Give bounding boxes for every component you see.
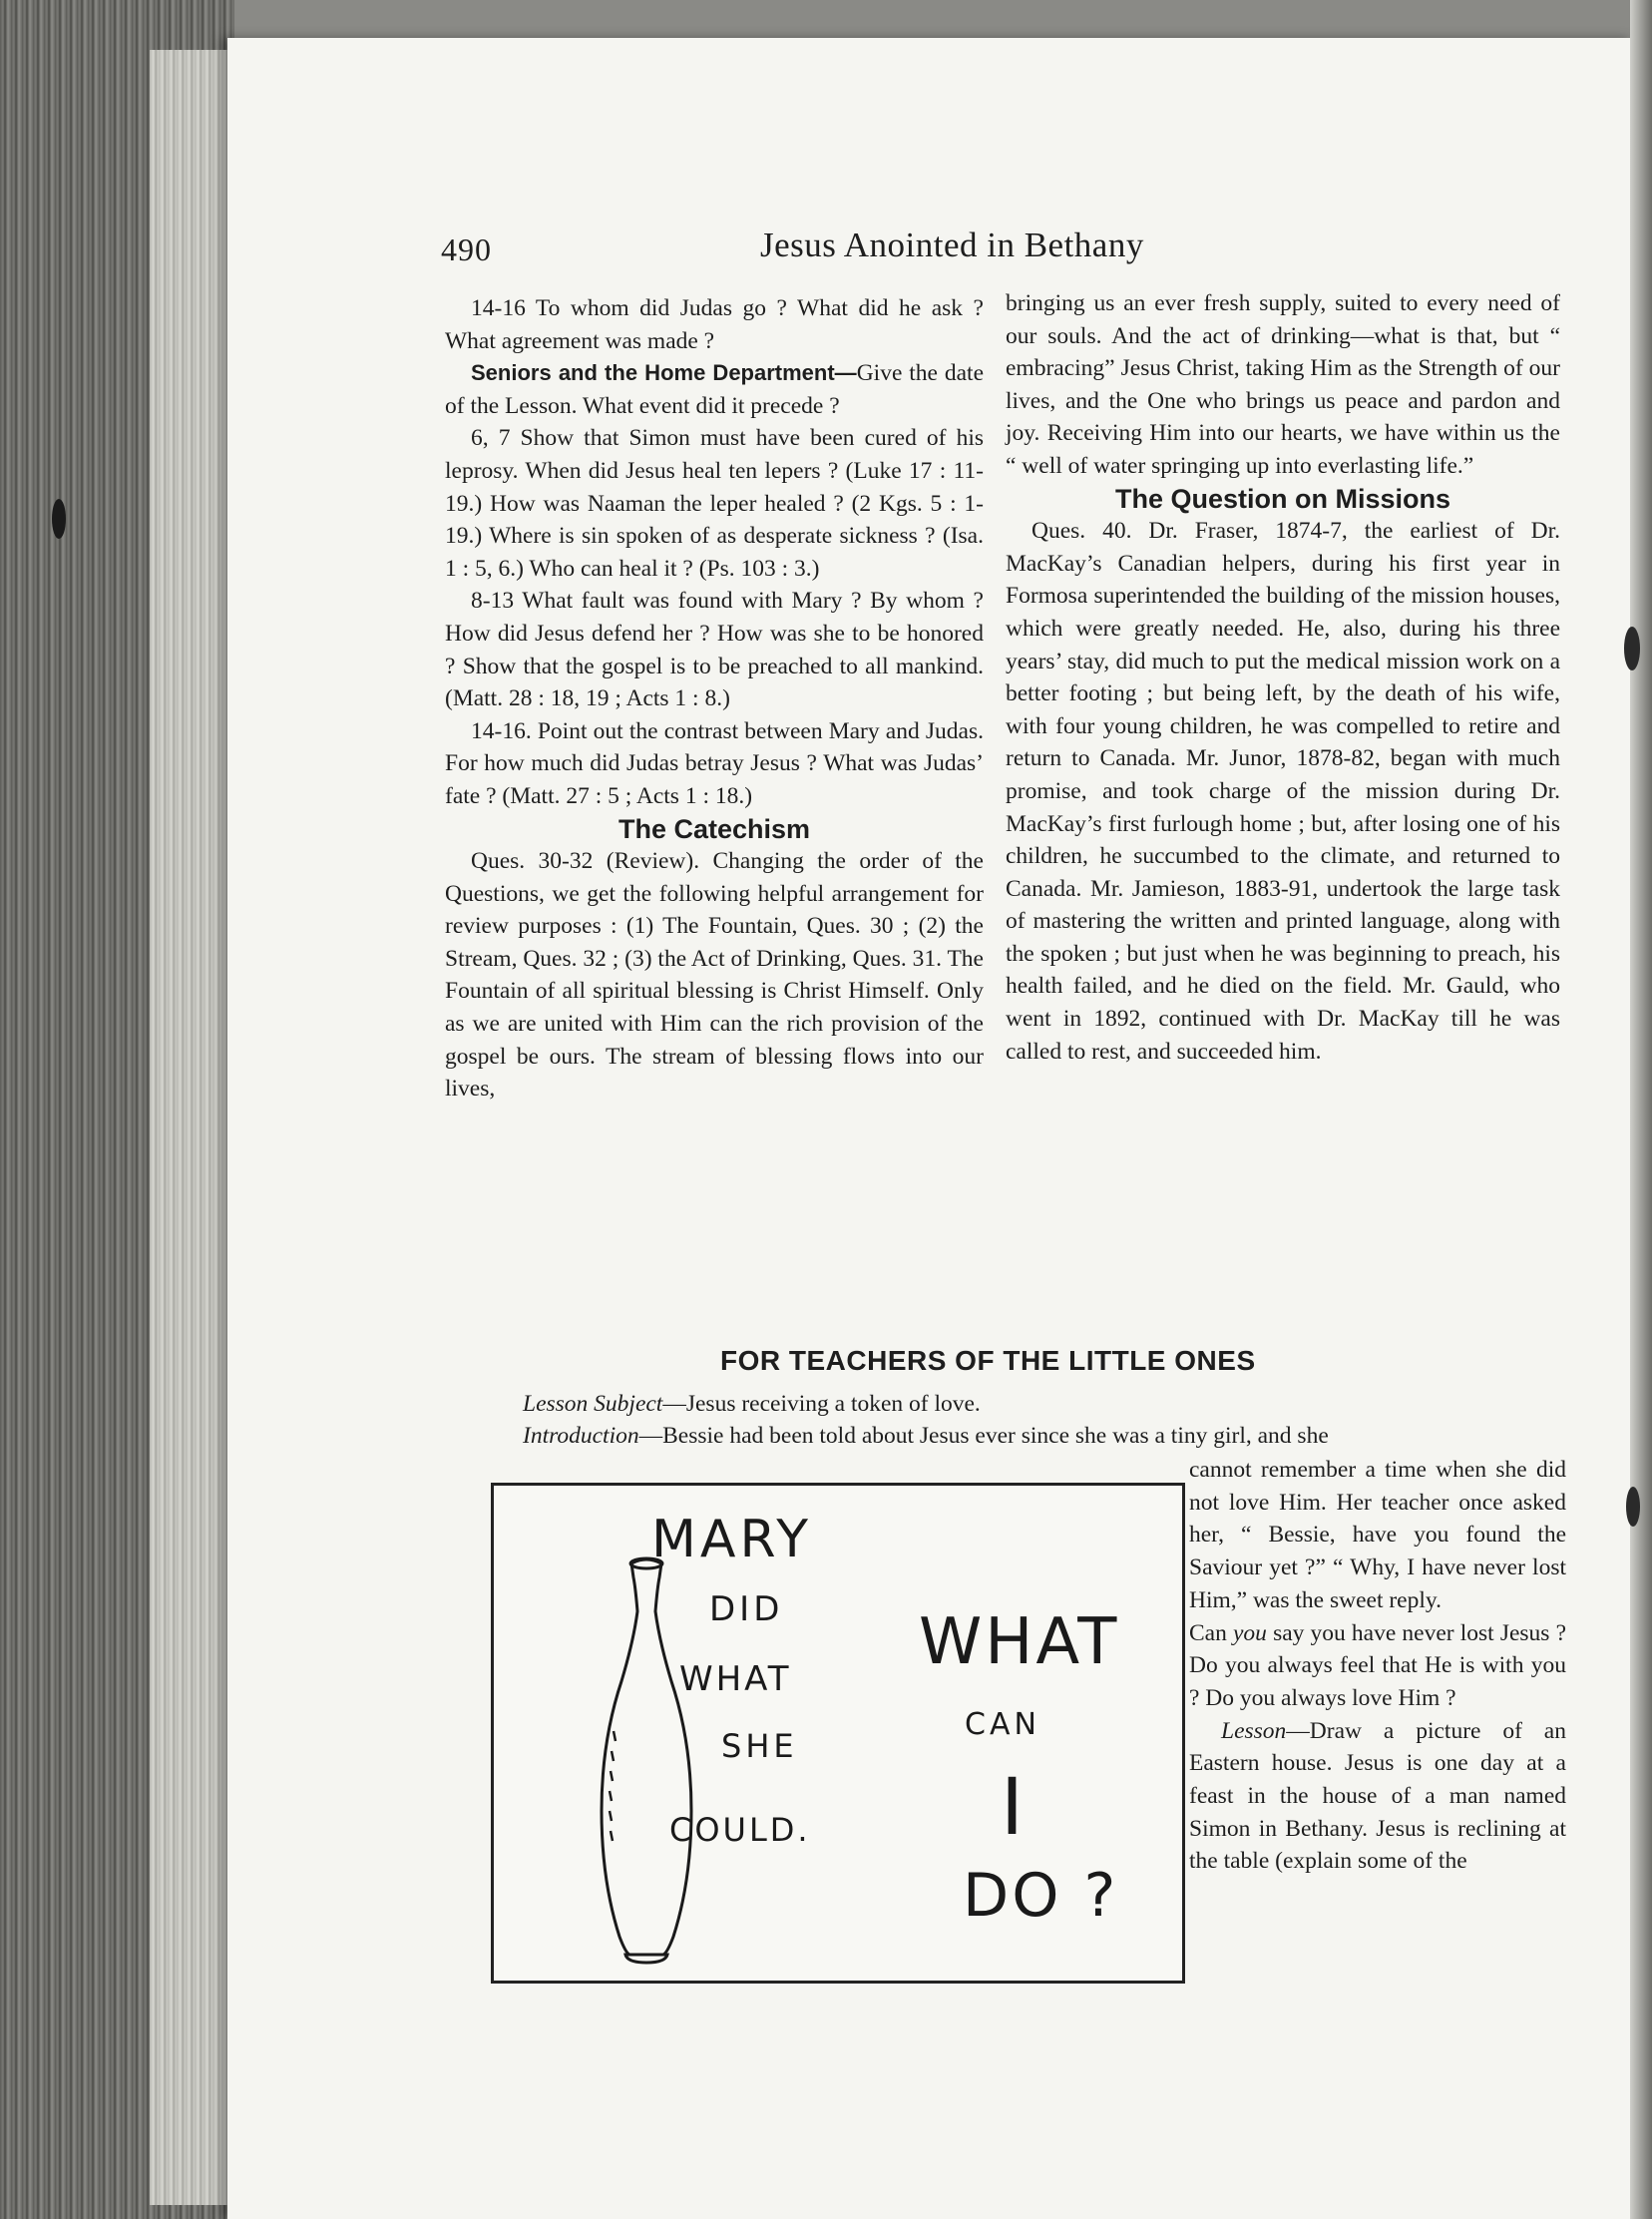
little-ones-heading: FOR TEACHERS OF THE LITTLE ONES <box>720 1345 1256 1376</box>
seniors-paragraph <box>445 357 984 422</box>
lesson-paragraph <box>1189 1715 1566 1879</box>
page-number: 490 <box>441 231 492 267</box>
questions-14-16-seniors: 14-16. Point out the contrast between Mary and Judas. For how much did Judas betray Jesus ? What was Judas’ fate ? (Matt. 27 : 5 ; Acts 1 : 18.) <box>445 717 984 809</box>
lesson-label: Lesson <box>1221 1717 1287 1744</box>
binding-hole-bottom <box>1626 1487 1640 1527</box>
margin-ink-spot <box>52 499 66 539</box>
lesson-subject-label: Lesson Subject <box>523 1391 663 1417</box>
missions-text: Ques. 40. Dr. Fraser, 1874-7, the earliest of Dr. MacKay’s Canadian helpers, during his first year in Formosa superintended the building of the mission houses, which were greatly needed. He, also, during his three years’ stay, did much to put the medical mission work on a better footing ; but being left, by the death of his wife, with four young children, he was compelled to retire and return to Canada. Mr. Junor, 1878-82, began with much promise, and took charge of the mission during Dr. MacKay’s first furlough home ; but, after losing one of his children, he succumbed to the climate, and returned to Canada. Mr. Jamieson, 1883-91, undertook the large task of mastering the written and printed language, along with the spoken ; but just when he was beginning to preach, his health failed, and he died on the field. Mr. Gauld, who went in 1892, continued with Dr. MacKay till he was called to rest, and succeeded him. <box>1006 518 1560 1065</box>
what-big-word: WHAT <box>919 1605 1120 1679</box>
page-stack <box>150 50 234 2205</box>
seniors-lead: Seniors and the Home Department— <box>471 360 857 386</box>
lesson-subject-line <box>523 1391 981 1418</box>
bessie-paragraph: cannot remember a time when she did not love Him. Her teacher once asked her, “ Bessie, have you found the Saviour yet ?” “ Why, I have never lost Him,” was the sweet reply. <box>1189 1457 1566 1613</box>
catechism-heading: The Catechism <box>618 813 811 844</box>
can-word-illustration: CAN <box>965 1707 1040 1742</box>
could-word: COULD. <box>669 1811 811 1849</box>
can-you-rest: say you have never lost Jesus ? Do you always feel that He is with you ? Do you always love Him ? <box>1189 1619 1567 1711</box>
blackboard-illustration <box>491 1483 1185 1984</box>
alabaster-vase-icon <box>588 1552 705 1971</box>
catechism-text: Ques. 30-32 (Review). Changing the order of the Questions, we get the following helpful arrangement for review purposes : (1) The Fountain, Ques. 30 ; (2) the Stream, Ques. 32 ; (3) the Act of Drinking, Ques. 31. The Fountain of all spiritual blessing is Christ Himself. Only as we are united with Him can the rich provision of the gospel be ours. The stream of blessing flows into our lives, <box>445 848 984 1103</box>
can-word: Can <box>1189 1619 1233 1646</box>
did-word: DID <box>709 1589 784 1629</box>
right-column <box>1006 287 1560 1068</box>
page-gutter-shadow <box>1630 0 1652 2219</box>
what-small-word: WHAT <box>679 1659 792 1699</box>
little-ones-narrow-column <box>1189 1454 1566 1878</box>
do-word: DO ? <box>963 1861 1119 1931</box>
lesson-subject-text: —Jesus receiving a token of love. <box>662 1391 981 1417</box>
introduction-line <box>523 1423 1329 1450</box>
introduction-label: Introduction <box>523 1423 639 1449</box>
can-you-paragraph <box>1189 1617 1566 1715</box>
left-column <box>445 292 984 1106</box>
i-word: I <box>1001 1763 1025 1853</box>
missions-heading: The Question on Missions <box>1114 483 1451 514</box>
catechism-continuation: bringing us an ever fresh supply, suited to every need of our souls. And the act of drinking—what is that, but “ embracing” Jesus Christ, taking Him as the Strength of our lives, and the One who brings us peace and pardon and joy. Receiving Him into our hearts, we have within us the “ well of water springing up into everlasting life.” <box>1006 290 1560 479</box>
she-word: SHE <box>721 1727 798 1765</box>
running-title: Jesus Anointed in Bethany <box>760 225 1144 264</box>
seniors-text: Give the date of the Lesson. What event did it precede ? <box>445 360 984 419</box>
you-word: you <box>1233 1619 1267 1646</box>
questions-8-13: 8-13 What fault was found with Mary ? By whom ? How did Jesus defend her ? How was she to be honored ? Show that the gospel is to be preached to all mankind. (Matt. 28 : 18, 19 ; Acts 1 : 8.) <box>445 588 984 712</box>
questions-6-7: 6, 7 Show that Simon must have been cured of his leprosy. When did Jesus heal ten lepers ? (Luke 17 : 11-19.) How was Naaman the leper healed ? (2 Kgs. 5 : 1-19.) Where is sin spoken of as desperate sickness ? (Isa. 1 : 5, 6.) Who can heal it ? (Ps. 103 : 3.) <box>445 425 984 582</box>
page-header <box>441 225 1209 275</box>
introduction-text: —Bessie had been told about Jesus ever since she was a tiny girl, and she <box>638 1423 1329 1449</box>
mary-word: MARY <box>651 1510 813 1569</box>
binding-hole-top <box>1624 627 1640 670</box>
questions-14-16: 14-16 To whom did Judas go ? What did he ask ? What agreement was made ? <box>445 295 984 354</box>
lesson-text: —Draw a picture of an Eastern house. Jesus is one day at a feast in the house of a man named Simon in Bethany. Jesus is reclining at the table (explain some of the <box>1189 1717 1566 1875</box>
